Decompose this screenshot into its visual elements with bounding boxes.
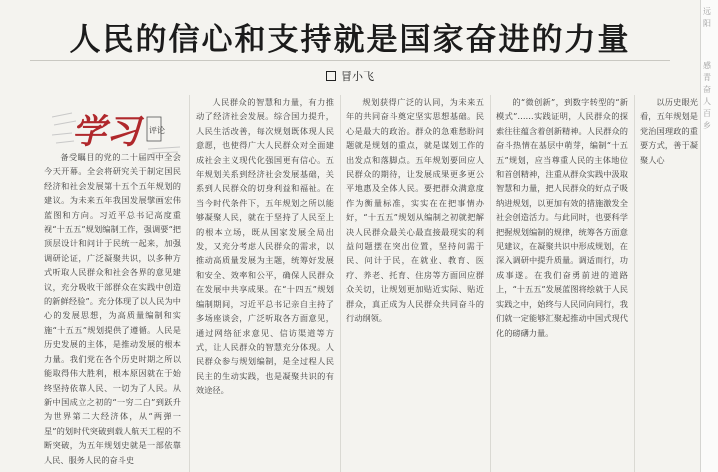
edge-char: 远 bbox=[703, 7, 711, 16]
column-text: 备受瞩目的党的二十届四中全会今天开幕。全会将研究关于制定国民经济和社会发展第十五个五年规划的建议。为未来五年我国发展擘画宏伟蓝图和方向。习近平总书记高度重视“十五五”规划编制工作，强调要“把顶层设计和问计于民统一起来，加强调研论证，广泛凝聚共识，以多种方式听取人民群众和社会各界的意见建议，充分吸收干部群众在实践中创造的新鲜经验”。充分体现了以人民为中心的发展思想，为高质量编制和实施“十五五”规划提供了遵循。人民是历史发展的主体，是推动发展的根本力量。我们党在各个历史时期之所以能取得伟大胜利，根本原因就在于始终坚持依靠人民、一切为了人民。从新中国成立之初的“一穷二白”到跃升为世界第二大经济体，从“两弹一星”的划时代突破到载人航天工程的不断突破，为五年规划史就是一部依靠人民、服务人民的奋斗史 bbox=[44, 152, 181, 465]
article-column-4 bbox=[496, 95, 628, 472]
logo-sub-text: 评论 bbox=[149, 126, 165, 135]
edge-char: 感 bbox=[703, 61, 711, 70]
article-column-1 bbox=[44, 150, 181, 472]
byline bbox=[0, 68, 700, 84]
study-commentary-logo bbox=[52, 103, 182, 155]
edge-char: 阳 bbox=[703, 19, 711, 28]
edge-char: 青 bbox=[703, 73, 711, 82]
column-divider bbox=[340, 95, 341, 472]
logo-main-text: 学习 bbox=[72, 112, 140, 152]
edge-char: 人 bbox=[703, 97, 711, 106]
headline: 人民的信心和支持就是国家奋进的力量 bbox=[69, 22, 631, 58]
column-divider bbox=[490, 95, 491, 472]
edge-char: 乡 bbox=[703, 121, 711, 130]
column-text: 规划获得广泛的认同，为未来五年的共同奋斗奠定坚实思想基础。民心是最大的政治。群众的急难愁盼问题就是规划的重点，就是谋划工作的出发点和落脚点。五年规划要回应人民群众的期待，让发展成果更多更公平地惠及全体人民。要把群众满意度作为衡量标准，实实在在把事情办好，“十五五”规划从编制之初就把解决人民群众最关心最直接最现实的利益问题摆在突出位置，坚持问需于民、问计于民，在就业、教育、医疗、养老、托育、住房等方面回应群众关切，让规划更加贴近实际、贴近群众，真正成为人民群众共同奋斗的行动纲领。 bbox=[346, 97, 484, 324]
column-divider bbox=[634, 95, 635, 472]
column-text: 以历史眼光看，五年规划是党治国理政的重要方式，善于凝聚人心 bbox=[640, 97, 698, 165]
byline-author: 冒小飞 bbox=[341, 70, 374, 83]
byline-square-icon bbox=[326, 71, 336, 81]
adjacent-page-edge bbox=[700, 0, 718, 472]
article-column-3 bbox=[346, 95, 484, 472]
column-text: 人民群众的智慧和力量，有力推动了经济社会发展。综合国力提升，人民生活改善，每次规划既体现人民意愿，也使得广大人民群众对全面建成社会主义现代化强国更有信心。五年规划关系到经济社会发展基础，关系到人民群众的切身利益和福祉。在当今时代条件下，五年规划之所以能够凝聚人民，就在于坚持了人民至上的根本立场，既从国家发展全局出发，又充分考虑人民群众的需求，以推动高质量发展为主题，统筹好发展和安全、效率和公平，确保人民群众在发展中共享成果。在“十四五”规划编制期间，习近平总书记亲自主持了多场座谈会，广泛听取各方面意见，通过网络征求意见、信访渠道等方式，让人民群众的智慧充分体现。人民群众参与规划编制，是全过程人民民主的生动实践，也是凝聚共识的有效途径。 bbox=[196, 97, 334, 396]
edge-char: 奋 bbox=[703, 85, 711, 94]
column-text: 的“微创新”，到数字转型的“新模式”……实践证明，人民群众的探索往往蕴含着创新精神。人民群众的奋斗热情在基层中萌芽，编制“十五五”规划，应当尊重人民的主体地位和首创精神，注重从群众实践中汲取智慧和力量，把人民群众的好点子吸纳进规划，以更加有效的措施激发全社会创造活力。与此同时，也要科学把握规划编制的规律，统筹各方面意见建议，在凝聚共识中形成规划，在深入调研中提升质量。调适而行，功成事遂。在我们奋勇前进的道路上，“十五五”发展蓝图将绘就于人民实践之中，始终与人民同向同行，我们就一定能够汇聚起推动中国式现代化的磅礴力量。 bbox=[496, 97, 628, 338]
article-column-5 bbox=[640, 95, 698, 472]
header-rule bbox=[30, 60, 670, 61]
edge-char: 百 bbox=[703, 109, 711, 118]
column-divider bbox=[189, 95, 190, 472]
article-column-2 bbox=[196, 95, 334, 472]
